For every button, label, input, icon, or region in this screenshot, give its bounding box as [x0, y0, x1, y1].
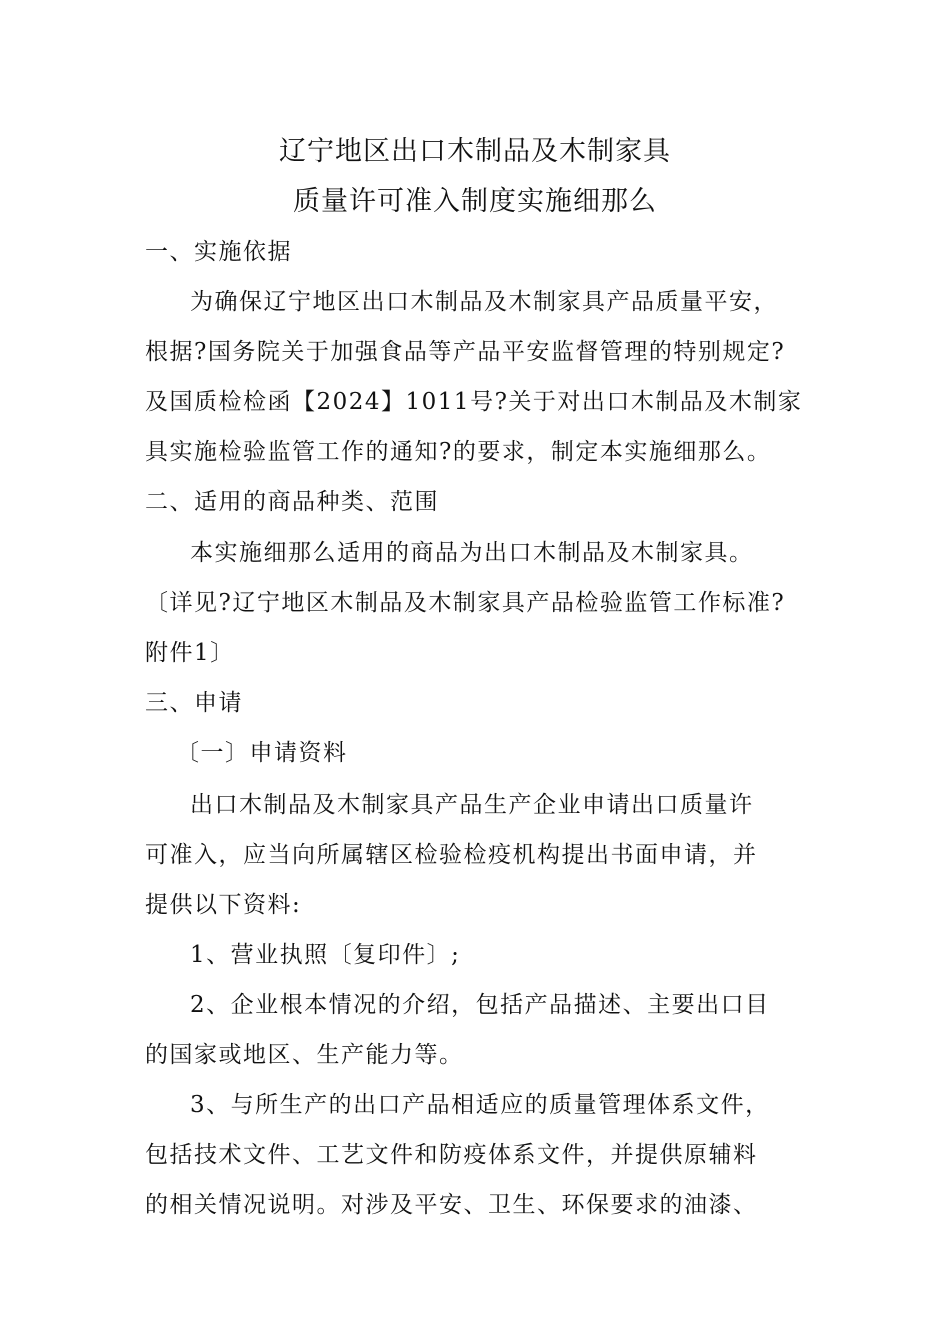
paragraph-line: 可准入，应当向所属辖区检验检疫机构提出书面申请，并 — [145, 842, 758, 868]
list-item: 2、企业根本情况的介绍，包括产品描述、主要出口目 — [190, 992, 770, 1018]
paragraph-line: 提供以下资料: — [145, 892, 302, 918]
paragraph-line: 本实施细那么适用的商品为出口木制品及木制家具。 — [190, 540, 754, 566]
paragraph-line: 及国质检检函【2024】1011号?关于对出口木制品及木制家 — [145, 389, 803, 415]
list-item: 1、营业执照〔复印件〕; — [190, 942, 461, 968]
document-title-line-2: 质量许可准入制度实施细那么 — [293, 186, 657, 217]
paragraph-line: 具实施检验监管工作的通知?的要求，制定本实施细那么。 — [145, 439, 772, 465]
paragraph-line: 附件1〕 — [145, 640, 235, 666]
document-title-line-1: 辽宁地区出口木制品及木制家具 — [279, 136, 671, 167]
paragraph-line: 〔详见?辽宁地区木制品及木制家具产品检验监管工作标准? — [145, 590, 786, 616]
section-heading-basis: 一、实施依据 — [145, 239, 292, 265]
section-heading-scope: 二、适用的商品种类、范围 — [145, 489, 439, 515]
paragraph-line: 出口木制品及木制家具产品生产企业申请出口质量许 — [190, 792, 754, 818]
paragraph-line: 根据?国务院关于加强食品等产品平安监督管理的特别规定? — [145, 339, 786, 365]
subsection-heading-materials: 〔一〕申请资料 — [176, 740, 348, 766]
paragraph-line: 的国家或地区、生产能力等。 — [145, 1042, 464, 1068]
paragraph-line: 的相关情况说明。对涉及平安、卫生、环保要求的油漆、 — [145, 1192, 758, 1218]
paragraph-line: 包括技术文件、工艺文件和防疫体系文件，并提供原辅料 — [145, 1142, 758, 1168]
list-item: 3、与所生产的出口产品相适应的质量管理体系文件， — [190, 1092, 770, 1118]
paragraph-line: 为确保辽宁地区出口木制品及木制家具产品质量平安， — [190, 289, 778, 315]
section-heading-application: 三、申请 — [145, 690, 243, 716]
